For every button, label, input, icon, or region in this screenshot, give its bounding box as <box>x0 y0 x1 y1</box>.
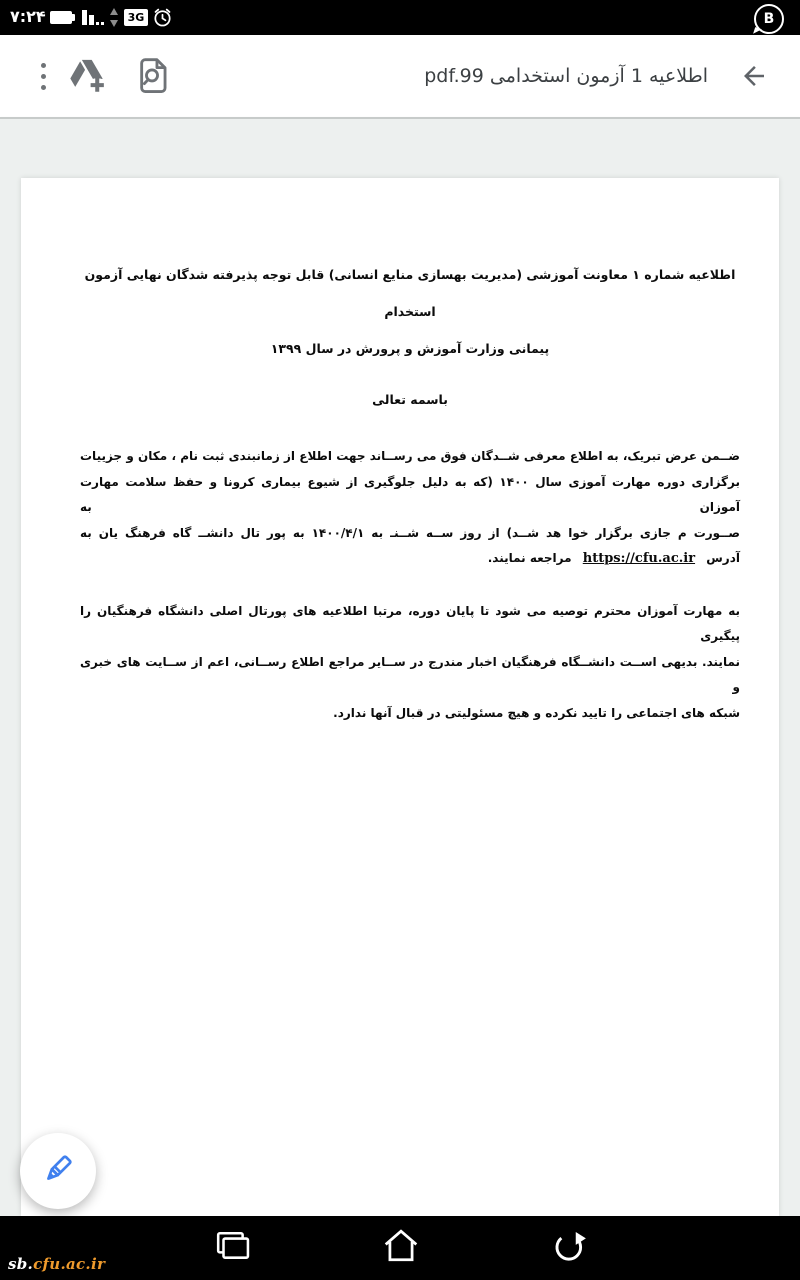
clock-time: ۷:۲۴ <box>10 7 46 26</box>
watermark-domain: cfu.ac.ir <box>33 1255 106 1273</box>
back-curved-arrow-icon <box>550 1249 588 1268</box>
recents-icon <box>212 1248 252 1267</box>
basmala-line: باسمه تعالی <box>372 392 448 407</box>
data-updown-arrows-icon <box>110 8 119 27</box>
body-line-with-link <box>80 546 740 572</box>
pdf-page <box>21 178 779 1216</box>
signal-strength-icon <box>82 10 106 25</box>
link-suffix-text: مراجعه نمایند. <box>487 551 572 565</box>
paragraph-2 <box>80 599 740 727</box>
back-button[interactable] <box>550 1228 588 1268</box>
android-nav-bar <box>0 1216 800 1280</box>
watermark-prefix: sb. <box>8 1255 34 1273</box>
body-line: به مهارت آموزان محترم توصیه می شود تا پایان دوره، مرتبا اطلاعیه های پورتال اصلی دانشگاه فرهنگیان را پیگیری <box>80 603 740 643</box>
home-button[interactable] <box>382 1228 420 1268</box>
edit-pencil-icon <box>40 1151 76 1191</box>
arrow-back-icon[interactable] <box>736 58 772 94</box>
notification-letter-icon: B <box>754 4 784 34</box>
portal-url-link[interactable]: https://cfu.ac.ir <box>582 551 696 566</box>
document-text <box>21 178 779 726</box>
edit-fab-button[interactable] <box>20 1133 96 1209</box>
paragraph-1 <box>80 444 740 572</box>
body-line: شبکه های اجتماعی را تایید نکرده و هیچ مسئولیتی در قبال آنها ندارد. <box>333 705 740 720</box>
link-prefix-text: آدرس <box>706 551 740 565</box>
battery-icon <box>50 11 72 24</box>
doc-heading-line: اطلاعیه شماره ۱ معاونت آموزشی (مدیریت بهسازی منایع انسانی) قابل توجه پذیرفته شدگان نهایی آزمون استخدام <box>84 267 736 319</box>
network-type-badge: 3G <box>124 9 148 26</box>
overflow-menu-button[interactable] <box>30 56 56 96</box>
body-line: نمایند. بدیهی اســت دانشــگاه فرهنگیان اخبار مندرج در ســایر مراجع اطلاع رســانی، اعم از ســایت های خبری و <box>80 654 740 694</box>
pdf-viewport[interactable] <box>0 119 800 1216</box>
document-title: اطلاعیه 1 آزمون استخدامی pdf.99 <box>424 65 708 87</box>
body-line: برگزاری دوره مهارت آموزی سال ۱۴۰۰ (که به دلیل جلوگیری از شیوع بیماری کرونا و حفظ سلامت مهارت آموزان به <box>80 474 740 514</box>
doc-heading-line: پیمانی وزارت آموزش و پرورش در سال ۱۳۹۹ <box>270 341 550 356</box>
body-line: صــورت م جازی برگزار خوا هد شــد) از روز ســه شــنـ به ۱۴۰۰/۴/۱ به پور تال دانشــ گاه فرهنگ یان به <box>80 525 740 540</box>
alarm-clock-icon <box>152 7 173 32</box>
status-bar <box>0 0 800 35</box>
add-to-drive-button[interactable] <box>68 57 108 95</box>
search-in-document-button[interactable] <box>136 56 170 96</box>
body-line: ضــمن عرض تبریک، به اطلاع معرفی شــدگان فوق می رســاند جهت اطلاع از زمانبندی ثبت نام ، مکان و جزییات <box>80 449 740 463</box>
recents-button[interactable] <box>212 1229 252 1267</box>
watermark-url <box>8 1255 105 1273</box>
app-toolbar <box>0 35 800 117</box>
home-icon <box>382 1249 420 1268</box>
